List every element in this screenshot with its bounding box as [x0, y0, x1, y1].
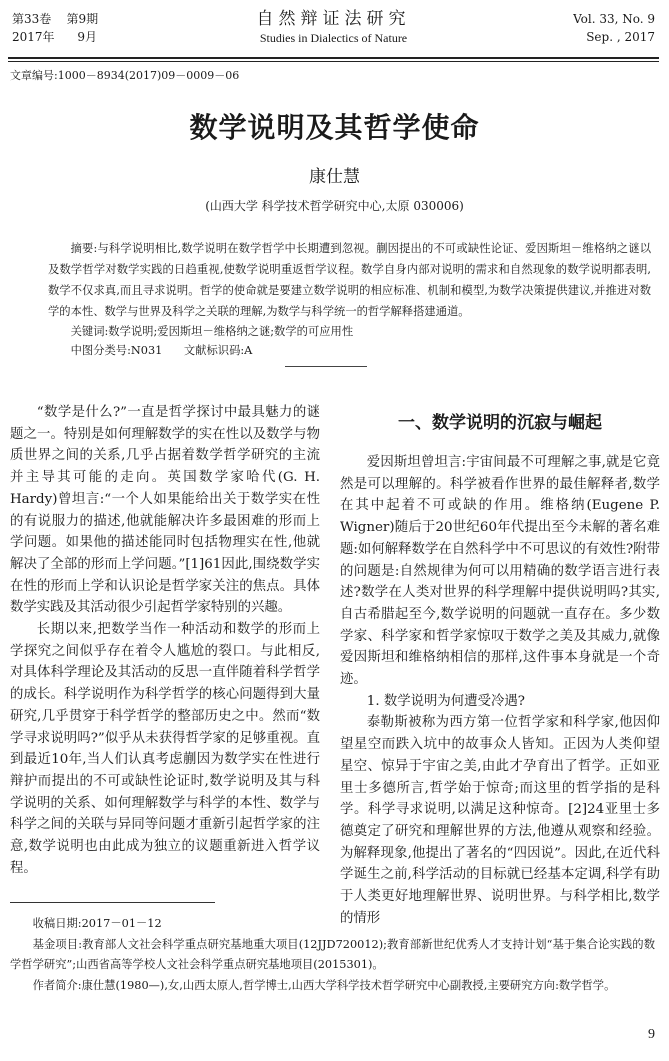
date-line-en: Sep. , 2017 — [586, 30, 655, 44]
journal-name-cn: 自然辩证法研究 — [256, 9, 411, 29]
abstract-divider — [285, 366, 367, 367]
volume-line: 第33卷 第9期 — [12, 12, 99, 26]
body-paragraph: 长期以来,把数学当作一种活动和数学的形而上学探究之间似乎存在着令人尴尬的裂口。与此相反,对具体科学理论及其活动的反思一直伴随着科学哲学的成长。科学说明作为科学哲学的核心问题得到大量研究,几乎贯穿于科学哲学的整部历史之中。然而“数学寻求说明吗?”似乎从未获得哲学家的足够重视。直到最近10年,当人们认真考虑蒯因为数学实在性进行辩护而提出的不可或缺性论证时,数学说明及其与科学说明的关系、如何理解数学与科学的本性、数学与科学之间的关联与异同等问题才重新引起哲学家的注意,数学说明也由此成为独立的议题重新进入哲学议程。 — [10, 622, 320, 876]
header-rule-thin — [8, 61, 659, 62]
received-date: 收稿日期:2017－01－12 — [32, 917, 162, 930]
section-heading: 一、数学说明的沉寂与崛起 — [398, 413, 602, 433]
volume-issue-en — [573, 10, 655, 46]
left-column — [10, 402, 320, 879]
article-number: 文章编号:1000－8934(2017)09－0009－06 — [10, 69, 240, 82]
journal-name-en: Studies in Dialectics of Nature — [259, 31, 408, 45]
body-paragraph: “数学是什么?”一直是哲学探讨中最具魅力的谜题之一。特别是如何理解数学的实在性以及数学与物质世界之间的关系,几乎占据着数学哲学研究的主流并主导其可能的走向。英国数学家哈代(G. H. Hardy)曾坦言:“一个人如果能给出关于数学实在性的有说服力的描述,他就能解决许多最困难的形而上学问题。如果他的描述能同时包括物理实在性,他就解决了全部的形而上学问题。”[1]61因此,围绕数学实在性的形而上学和认识论是哲学家关注的焦点。具体数学实践及其活动很少引起哲学家特别的兴趣。 — [10, 405, 320, 616]
subsection-heading: 1. 数学说明为何遭受冷遇? — [366, 693, 525, 709]
keywords: 关键词:数学说明;爱因斯坦－维格纳之谜;数学的可应用性 — [70, 325, 354, 338]
abstract: 摘要:与科学说明相比,数学说明在数学哲学中长期遭到忽视。蒯因提出的不可或缺性论证、爱因斯坦－维格纳之谜以及数学哲学对数学实践的日趋重视,使数学说明重返哲学议程。数学自身内部对说明的需求和自然现象的数学说明都表明,数学不仅求真,而且寻求说明。哲学的使命就是要建立数学说明的相应标准、机制和模型,为数学决策提供建议,并推进对数学的本性、数学与世界及科学之关联的理解,为数学与科学统一的哲学解释搭建通道。 — [48, 242, 651, 318]
footnote-rule — [10, 902, 215, 903]
running-header — [12, 8, 655, 54]
right-column — [340, 402, 660, 929]
header-rule-thick — [8, 57, 659, 59]
body-paragraph: 泰勒斯被称为西方第一位哲学家和科学家,他因仰望星空而跌入坑中的故事众人皆知。正因为人类仰望星空、惊异于宇宙之美,由此才孕育出了哲学。正如亚里士多德所言,哲学始于惊奇;而这里的哲学指的是科学。科学寻求说明,以满足这种惊奇。[2]24亚里士多德奠定了研究和理解世界的方法,他遵从观察和经验。为解释现象,他提出了著名的“四因说”。因此,在近代科学诞生之前,科学活动的目标就已经基本定调,科学有助于人类更好地理解世界、说明世界。与科学相比,数学的情形 — [340, 715, 660, 926]
funding-note: 基金项目:教育部人文社会科学重点研究基地重大项目(12JJD720012);教育部新世纪优秀人才支持计划“基于集合论实践的数学哲学研究”;山西省高等学校人文社会科学重点研究基地项目(2015301)。 — [10, 937, 655, 971]
author-bio: 作者简介:康仕慧(1980—),女,山西太原人,哲学博士,山西大学科学技术哲学研究中心副教授,主要研究方向:数学哲学。 — [32, 978, 616, 992]
author-affiliation: (山西大学 科学技术哲学研究中心,太原 030006) — [205, 199, 464, 213]
body-paragraph: 爱因斯坦曾坦言:宇宙间最不可理解之事,就是它竟然是可以理解的。科学被看作世界的最佳解释者,数学在其中起着不可或缺的作用。维格纳(Eugene P. Wigner)随后于20世纪60年代提出至今未解的著名难题:如何解释数学在自然科学中不可思议的有效性?附带的问题是:自然规律为何可以用精确的数学语言进行表述?数学在人类对世界的科学理解中提供说明吗?其实,自古希腊起至今,数学说明的问题就一直存在。多少数学家、科学家和哲学家惊叹于数学之美及其威力,就像爱因斯坦和维格纳相信的那样,这件事本身就是一个奇迹。 — [340, 455, 660, 688]
journal-name — [12, 8, 655, 46]
classification-codes: 中图分类号:N031 文献标识码:A — [70, 344, 253, 357]
date-line: 2017年 9月 — [12, 30, 98, 44]
page-number: 9 — [648, 1027, 655, 1042]
footnotes — [10, 914, 655, 996]
volume-line-en: Vol. 33, No. 9 — [573, 12, 655, 26]
author-name: 康仕慧 — [309, 167, 360, 187]
article-title: 数学说明及其哲学使命 — [189, 111, 480, 144]
